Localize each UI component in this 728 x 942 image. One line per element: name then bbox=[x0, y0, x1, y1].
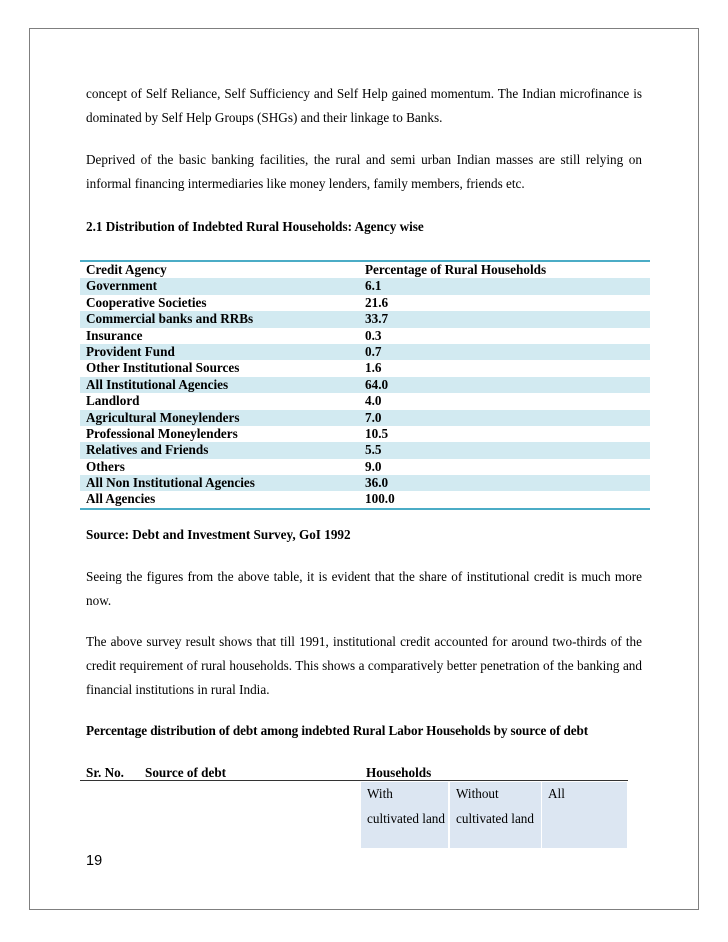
table-row bbox=[80, 442, 650, 458]
agency-cell: Professional Moneylenders bbox=[86, 425, 238, 441]
percentage-cell: 36.0 bbox=[365, 475, 389, 491]
table-row bbox=[80, 295, 650, 311]
percentage-cell: 7.0 bbox=[365, 409, 382, 425]
table-row bbox=[80, 311, 650, 327]
paragraph-intro: concept of Self Reliance, Self Sufficiency and Self Help gained momentum. The Indian microfinance is dominated by Self Help Groups (SHGs) and their linkage to Banks. bbox=[86, 86, 642, 125]
agency-cell: Cooperative Societies bbox=[86, 294, 207, 310]
paragraph-figures: Seeing the figures from the above table, it is evident that the share of institutional credit is much more now. bbox=[86, 569, 642, 608]
table-row bbox=[80, 491, 650, 507]
percentage-cell: 6.1 bbox=[365, 278, 382, 294]
table-row bbox=[80, 459, 650, 475]
table-row bbox=[80, 377, 650, 393]
percentage-cell: 10.5 bbox=[365, 425, 389, 441]
subheader-with-cultivated-land: With cultivated land bbox=[360, 782, 448, 848]
agency-cell: Landlord bbox=[86, 393, 140, 409]
paragraph-survey: The above survey result shows that till 1991, institutional credit accounted for around two-thirds of the credit requirement of rural households. This shows a comparatively better penetration of the banking and financial institutions in rural India. bbox=[86, 634, 642, 697]
table-row bbox=[80, 393, 650, 409]
agency-cell: All Agencies bbox=[86, 491, 156, 507]
header-households: Households bbox=[366, 765, 432, 780]
percentage-cell: 0.7 bbox=[365, 343, 382, 359]
section-heading: 2.1 Distribution of Indebted Rural Households: Agency wise bbox=[86, 219, 424, 234]
table-row bbox=[80, 278, 650, 294]
agency-cell: Relatives and Friends bbox=[86, 442, 209, 458]
header-percentage: Percentage of Rural Households bbox=[365, 262, 547, 277]
table-row bbox=[80, 410, 650, 426]
table-row bbox=[80, 475, 650, 491]
agency-table bbox=[80, 260, 650, 510]
percentage-cell: 9.0 bbox=[365, 458, 382, 474]
percentage-cell: 64.0 bbox=[365, 376, 389, 392]
header-source-of-debt: Source of debt bbox=[145, 765, 227, 780]
agency-cell: All Institutional Agencies bbox=[86, 376, 229, 392]
percentage-cell: 100.0 bbox=[365, 491, 395, 507]
table-row bbox=[80, 328, 650, 344]
agency-cell: Government bbox=[86, 278, 158, 294]
percentage-cell: 0.3 bbox=[365, 327, 382, 343]
agency-cell: All Non Institutional Agencies bbox=[86, 475, 255, 491]
table-row bbox=[80, 426, 650, 442]
subheader-without-cultivated-land: Without cultivated land bbox=[449, 782, 541, 848]
table-header-row bbox=[80, 262, 650, 278]
percentage-cell: 33.7 bbox=[365, 311, 389, 327]
percentage-cell: 5.5 bbox=[365, 442, 382, 458]
subheader-all: All bbox=[541, 782, 627, 848]
agency-cell: Insurance bbox=[86, 327, 143, 343]
agency-cell: Commercial banks and RRBs bbox=[86, 311, 254, 327]
table-row bbox=[80, 344, 650, 360]
table2-title: Percentage distribution of debt among indebted Rural Labor Households by source of debt bbox=[86, 723, 588, 738]
header-sr-no: Sr. No. bbox=[86, 765, 124, 780]
source-note: Source: Debt and Investment Survey, GoI 1992 bbox=[86, 527, 351, 542]
percentage-cell: 4.0 bbox=[365, 393, 382, 409]
paragraph-deprived: Deprived of the basic banking facilities, the rural and semi urban Indian masses are still relying on informal financing intermediaries like money lenders, family members, friends etc. bbox=[86, 152, 642, 191]
page-number: 19 bbox=[86, 853, 103, 869]
agency-cell: Other Institutional Sources bbox=[86, 360, 240, 376]
agency-cell: Agricultural Moneylenders bbox=[86, 409, 240, 425]
agency-cell: Others bbox=[86, 458, 125, 474]
percentage-cell: 21.6 bbox=[365, 294, 389, 310]
table-row bbox=[80, 360, 650, 376]
percentage-cell: 1.6 bbox=[365, 360, 382, 376]
agency-cell: Provident Fund bbox=[86, 343, 175, 359]
header-credit-agency: Credit Agency bbox=[86, 262, 167, 277]
